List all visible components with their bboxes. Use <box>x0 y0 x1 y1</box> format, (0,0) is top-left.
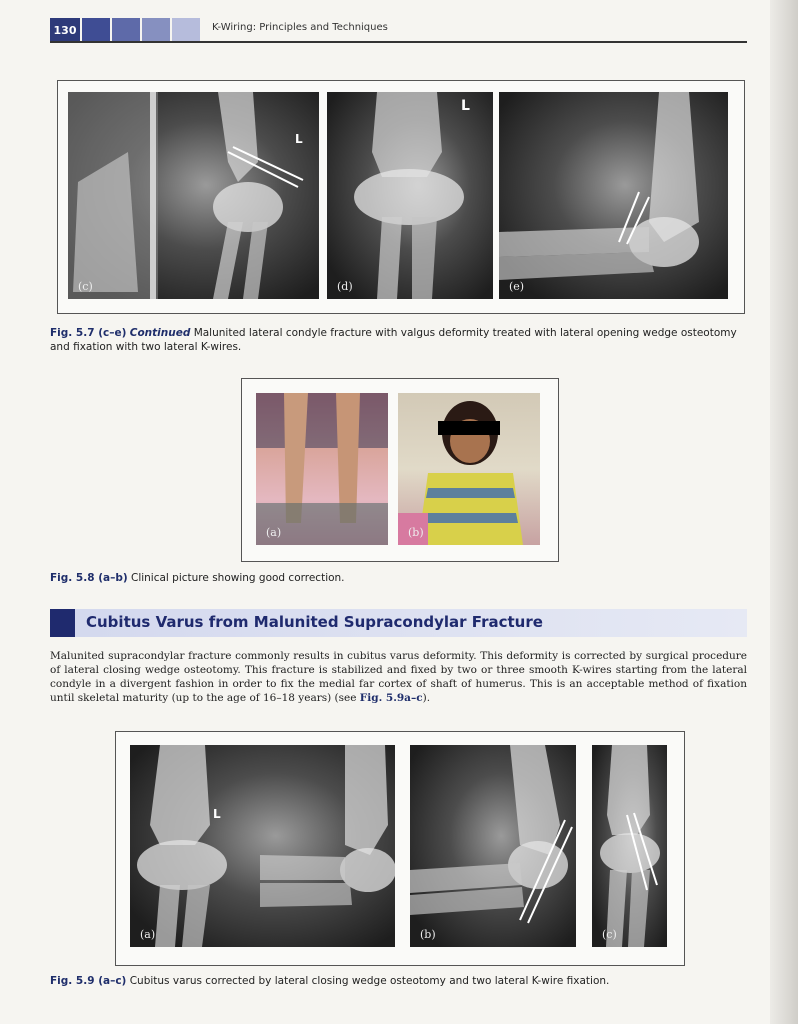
panel-label-5-7-d: (d) <box>337 280 353 293</box>
header-block-2 <box>112 18 140 42</box>
header-block-4 <box>172 18 200 42</box>
side-marker-c: L <box>295 132 303 146</box>
panel-label-5-9-b: (b) <box>420 928 436 941</box>
figure-5-8-caption <box>50 571 747 585</box>
photo-a-drawing <box>256 393 388 545</box>
xray-panel-5-9-c <box>592 745 667 947</box>
xray-panel-c <box>68 92 319 299</box>
figure-5-9-caption <box>50 974 747 988</box>
section-title: Cubitus Varus from Malunited Supracondylar Fracture <box>86 613 543 631</box>
header-rule <box>50 41 747 43</box>
panel-label-5-7-e: (e) <box>509 280 525 293</box>
side-marker-d: L <box>461 98 470 114</box>
xray-5-9-c-drawing <box>592 745 667 947</box>
xray-5-9-b-drawing <box>410 745 576 947</box>
caption-5-8-text: Clinical picture showing good correction. <box>130 572 345 584</box>
page-number: 130 <box>50 18 80 42</box>
caption-5-7-continued: Continued <box>129 327 191 339</box>
caption-5-9-text: Cubitus varus corrected by lateral closing wedge osteotomy and two lateral K-wire fixation. <box>129 975 610 987</box>
photo-panel-a <box>256 393 388 545</box>
caption-5-7-text: Malunited lateral condyle fracture with valgus deformity treated with lateral opening wedge osteotomy and fixation with two lateral K-wires. <box>50 327 737 353</box>
xray-panel-d <box>327 92 493 299</box>
caption-5-9-number: Fig. 5.9 (a–c) <box>50 975 127 987</box>
section-heading-marker <box>50 609 75 637</box>
panel-label-5-7-c: (c) <box>78 280 93 293</box>
xray-panel-5-9-a <box>130 745 395 947</box>
body-paragraph <box>50 649 747 705</box>
xray-d-drawing <box>327 92 493 299</box>
panel-label-5-8-a: (a) <box>266 526 282 539</box>
figure-5-9-reference-link[interactable]: Fig. 5.9a–c <box>359 692 423 704</box>
photo-panel-b <box>398 393 540 545</box>
caption-5-7-number: Fig. 5.7 (c–e) <box>50 327 127 339</box>
header-block-3 <box>142 18 170 42</box>
figure-5-7-caption <box>50 326 747 354</box>
panel-label-5-9-a: (a) <box>140 928 156 941</box>
panel-label-5-9-c: (c) <box>602 928 617 941</box>
body-paragraph-text: Malunited supracondylar fracture commonly results in cubitus varus deformity. This deformity is corrected by surgical procedure of lateral closing wedge osteotomy. This fracture is stabilized and fixed by two or three smooth K-wires starting from the lateral condyle in a divergent fashion in order to fix the medial far cortex of shaft of humerus. This is an acceptable method of fixation until skeletal maturity (up to the age of 16–18 years) (see <box>50 650 747 704</box>
xray-panel-5-9-b <box>410 745 576 947</box>
panel-label-5-8-b: (b) <box>408 526 424 539</box>
xray-c-drawing <box>68 92 319 299</box>
xray-panel-e <box>499 92 728 299</box>
xray-5-9-a-drawing <box>130 745 395 947</box>
side-marker-5-9-a: L <box>213 807 221 821</box>
photo-b-drawing <box>398 393 540 545</box>
body-paragraph-end: ). <box>422 692 431 704</box>
xray-e-drawing <box>499 92 728 299</box>
page-edge-shadow <box>770 0 798 1024</box>
header-block-1 <box>82 18 110 42</box>
caption-5-8-number: Fig. 5.8 (a–b) <box>50 572 128 584</box>
running-title: K-Wiring: Principles and Techniques <box>212 22 388 33</box>
